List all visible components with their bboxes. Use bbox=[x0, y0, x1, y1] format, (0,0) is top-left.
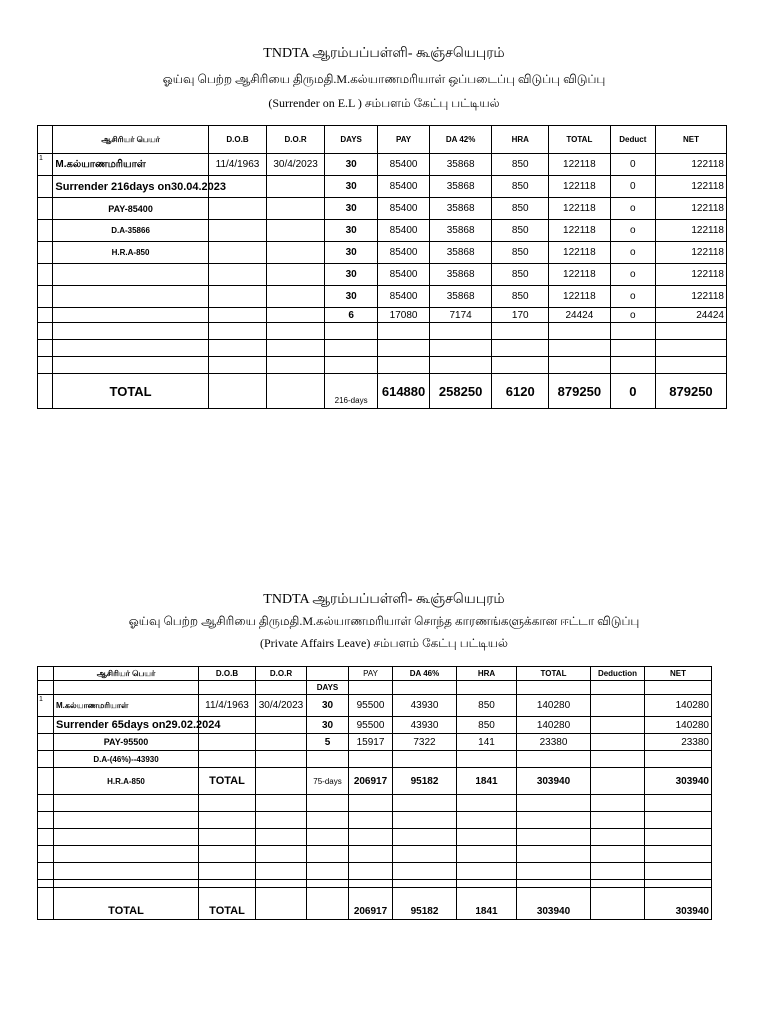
pay-cell: 85400 bbox=[378, 220, 429, 242]
deduct-cell: o bbox=[610, 308, 655, 323]
total-da: 258250 bbox=[429, 374, 492, 409]
dor-cell bbox=[267, 220, 325, 242]
pay-cell: 85400 bbox=[378, 198, 429, 220]
total-net: 879250 bbox=[655, 374, 726, 409]
section1-table bbox=[37, 125, 727, 409]
header-name: ஆசிரியர் பெயர் bbox=[54, 667, 199, 681]
header-name: ஆசிரியர் பெயர் bbox=[53, 126, 208, 154]
header-hra: HRA bbox=[457, 667, 517, 681]
dob-cell: 11/4/1963 bbox=[208, 154, 267, 176]
header-net: NET bbox=[655, 126, 726, 154]
table-row bbox=[38, 695, 712, 717]
dor-cell bbox=[267, 198, 325, 220]
table-row bbox=[38, 264, 727, 286]
header-dor: D.O.R bbox=[267, 126, 325, 154]
row-index: 1 bbox=[38, 695, 54, 717]
hra-cell: 850 bbox=[492, 176, 549, 198]
subtotal-da: 95182 bbox=[393, 768, 457, 795]
deduct-cell: o bbox=[610, 264, 655, 286]
table-row bbox=[38, 286, 727, 308]
dor-cell bbox=[267, 308, 325, 323]
section2-subtitle: ஓய்வு பெற்ற ஆசிரியை திருமதி.M.கல்யாணமரியாள் சொந்த காரணங்களுக்கான ஈட்டா விடுப்பு bbox=[128, 614, 640, 628]
days-cell: 30 bbox=[307, 695, 349, 717]
table-row bbox=[38, 242, 727, 264]
total-total: 303940 bbox=[517, 888, 591, 920]
dor-cell bbox=[267, 264, 325, 286]
name-cell bbox=[53, 264, 208, 286]
header-total: TOTAL bbox=[517, 667, 591, 681]
total-total: 879250 bbox=[549, 374, 611, 409]
name-cell: M.கல்யாணமரியாள் bbox=[53, 154, 208, 176]
table-row bbox=[38, 717, 712, 734]
total-row bbox=[38, 888, 712, 920]
total-hra: 1841 bbox=[457, 888, 517, 920]
dor-cell bbox=[256, 717, 307, 734]
header-pay: PAY bbox=[349, 667, 393, 681]
total-cell: 122118 bbox=[549, 154, 611, 176]
header-dor: D.O.R bbox=[256, 667, 307, 681]
dor-cell: 30/4/2023 bbox=[256, 695, 307, 717]
header-days: DAYS bbox=[307, 681, 349, 695]
da-cell: 7322 bbox=[393, 734, 457, 751]
row-index: 1 bbox=[38, 154, 53, 176]
total-deduct bbox=[591, 888, 645, 920]
deduct-cell: o bbox=[610, 242, 655, 264]
name-cell: D.A-(46%)--43930 bbox=[54, 751, 199, 768]
dob-cell: 11/4/1963 bbox=[199, 695, 256, 717]
deduct-cell: 0 bbox=[610, 154, 655, 176]
net-cell: 122118 bbox=[655, 264, 726, 286]
da-cell: 35868 bbox=[429, 176, 492, 198]
section2-header-row2 bbox=[38, 681, 712, 695]
name-cell: H.R.A-850 bbox=[54, 768, 199, 795]
deduct-cell: 0 bbox=[610, 176, 655, 198]
days-cell: 6 bbox=[324, 308, 377, 323]
header-days: DAYS bbox=[324, 126, 377, 154]
header-deduct: Deduction bbox=[591, 667, 645, 681]
dor-cell: 30/4/2023 bbox=[267, 154, 325, 176]
net-cell: 24424 bbox=[655, 308, 726, 323]
subtotal-hra: 1841 bbox=[457, 768, 517, 795]
header-deduct: Deduct bbox=[610, 126, 655, 154]
total-hra: 6120 bbox=[492, 374, 549, 409]
total-label2: TOTAL bbox=[199, 888, 256, 920]
empty-row bbox=[38, 340, 727, 357]
header-da: DA 42% bbox=[429, 126, 492, 154]
dor-cell bbox=[256, 751, 307, 768]
total-label: TOTAL bbox=[53, 374, 208, 409]
hra-cell: 141 bbox=[457, 734, 517, 751]
deduct-cell bbox=[591, 734, 645, 751]
total-cell: 122118 bbox=[549, 220, 611, 242]
dob-cell bbox=[208, 308, 267, 323]
section2-header-row bbox=[38, 667, 712, 681]
empty-row bbox=[38, 846, 712, 863]
header-index bbox=[38, 126, 53, 154]
name-cell: Surrender 216days on30.04.2023 bbox=[53, 176, 208, 198]
days-cell: 30 bbox=[324, 242, 377, 264]
subtotal-total: 303940 bbox=[517, 768, 591, 795]
hra-cell bbox=[457, 751, 517, 768]
net-cell: 140280 bbox=[645, 717, 712, 734]
days-cell: 30 bbox=[324, 264, 377, 286]
net-cell: 122118 bbox=[655, 198, 726, 220]
header-da: DA 46% bbox=[393, 667, 457, 681]
table-row bbox=[38, 176, 727, 198]
net-cell: 122118 bbox=[655, 286, 726, 308]
total-pay: 614880 bbox=[378, 374, 429, 409]
dob-cell bbox=[208, 264, 267, 286]
total-net: 303940 bbox=[645, 888, 712, 920]
subtotal-deduct bbox=[591, 768, 645, 795]
dob-cell bbox=[208, 286, 267, 308]
days-cell: 30 bbox=[324, 176, 377, 198]
hra-cell: 850 bbox=[492, 242, 549, 264]
table-row bbox=[38, 198, 727, 220]
dob-cell bbox=[208, 198, 267, 220]
empty-row bbox=[38, 812, 712, 829]
hra-cell: 850 bbox=[457, 695, 517, 717]
pay-cell: 95500 bbox=[349, 717, 393, 734]
da-cell: 35868 bbox=[429, 154, 492, 176]
name-cell: M.கல்யாணமரியாள் bbox=[54, 695, 199, 717]
total-da: 95182 bbox=[393, 888, 457, 920]
net-cell: 122118 bbox=[655, 176, 726, 198]
hra-cell: 850 bbox=[457, 717, 517, 734]
total-cell: 122118 bbox=[549, 286, 611, 308]
deduct-cell bbox=[591, 695, 645, 717]
total-row bbox=[38, 374, 727, 409]
dor-cell bbox=[267, 176, 325, 198]
total-cell: 122118 bbox=[549, 198, 611, 220]
name-cell: Surrender 65days on29.02.2024 bbox=[54, 717, 199, 734]
deduct-cell: o bbox=[610, 198, 655, 220]
days-cell: 30 bbox=[324, 220, 377, 242]
name-cell: PAY-85400 bbox=[53, 198, 208, 220]
hra-cell: 850 bbox=[492, 264, 549, 286]
pay-cell: 85400 bbox=[378, 264, 429, 286]
days-cell: 30 bbox=[307, 717, 349, 734]
name-cell bbox=[53, 308, 208, 323]
pay-cell: 17080 bbox=[378, 308, 429, 323]
net-cell: 122118 bbox=[655, 154, 726, 176]
da-cell: 35868 bbox=[429, 220, 492, 242]
pay-cell: 95500 bbox=[349, 695, 393, 717]
header-total: TOTAL bbox=[549, 126, 611, 154]
empty-row bbox=[38, 795, 712, 812]
deduct-cell: o bbox=[610, 286, 655, 308]
empty-row bbox=[38, 829, 712, 846]
total-cell bbox=[517, 751, 591, 768]
total-days: 216-days bbox=[324, 374, 377, 409]
section2-title: TNDTA ஆரம்பப்பள்ளி- கூஞ்சயெபுரம் bbox=[263, 592, 505, 607]
table-row bbox=[38, 734, 712, 751]
empty-row bbox=[38, 880, 712, 888]
total-cell: 23380 bbox=[517, 734, 591, 751]
table-row bbox=[38, 154, 727, 176]
section1-title: TNDTA ஆரம்பப்பள்ளி- கூஞ்சயெபுரம் bbox=[263, 46, 505, 61]
hra-cell: 850 bbox=[492, 220, 549, 242]
da-cell: 43930 bbox=[393, 695, 457, 717]
empty-row bbox=[38, 323, 727, 340]
pay-cell: 85400 bbox=[378, 154, 429, 176]
header-dob: D.O.B bbox=[199, 667, 256, 681]
name-cell: PAY-95500 bbox=[54, 734, 199, 751]
total-cell: 24424 bbox=[549, 308, 611, 323]
total-cell: 122118 bbox=[549, 242, 611, 264]
subtotal-net: 303940 bbox=[645, 768, 712, 795]
net-cell: 122118 bbox=[655, 220, 726, 242]
hra-cell: 850 bbox=[492, 286, 549, 308]
dob-cell bbox=[199, 751, 256, 768]
deduct-cell bbox=[591, 717, 645, 734]
days-cell: 30 bbox=[324, 286, 377, 308]
net-cell bbox=[645, 751, 712, 768]
pay-cell: 85400 bbox=[378, 242, 429, 264]
empty-row bbox=[38, 863, 712, 880]
deduct-cell: o bbox=[610, 220, 655, 242]
name-cell: H.R.A-850 bbox=[53, 242, 208, 264]
total-pay: 206917 bbox=[349, 888, 393, 920]
da-cell: 35868 bbox=[429, 286, 492, 308]
total-cell: 122118 bbox=[549, 176, 611, 198]
dob-cell bbox=[199, 734, 256, 751]
header-hra: HRA bbox=[492, 126, 549, 154]
header-dob: D.O.B bbox=[208, 126, 267, 154]
total-label: TOTAL bbox=[54, 888, 199, 920]
total-cell: 122118 bbox=[549, 264, 611, 286]
dor-cell bbox=[256, 734, 307, 751]
section1-header-row bbox=[38, 126, 727, 154]
empty-row bbox=[38, 357, 727, 374]
section2-table bbox=[37, 666, 712, 920]
da-cell: 35868 bbox=[429, 198, 492, 220]
da-cell: 35868 bbox=[429, 264, 492, 286]
dob-cell bbox=[208, 220, 267, 242]
da-cell: 43930 bbox=[393, 717, 457, 734]
hra-cell: 850 bbox=[492, 198, 549, 220]
days-cell: 30 bbox=[324, 198, 377, 220]
pay-cell: 15917 bbox=[349, 734, 393, 751]
total-cell: 140280 bbox=[517, 695, 591, 717]
days-cell: 5 bbox=[307, 734, 349, 751]
name-cell: D.A-35866 bbox=[53, 220, 208, 242]
net-cell: 122118 bbox=[655, 242, 726, 264]
pay-cell bbox=[349, 751, 393, 768]
dor-cell bbox=[267, 242, 325, 264]
subtotal-pay: 206917 bbox=[349, 768, 393, 795]
pay-cell: 85400 bbox=[378, 176, 429, 198]
total-cell: 140280 bbox=[517, 717, 591, 734]
da-cell: 35868 bbox=[429, 242, 492, 264]
days-cell: 30 bbox=[324, 154, 377, 176]
net-cell: 140280 bbox=[645, 695, 712, 717]
total-days bbox=[307, 888, 349, 920]
subtotal-days: 75-days bbox=[307, 768, 349, 795]
pay-cell: 85400 bbox=[378, 286, 429, 308]
section2-subtitle2: (Private Affairs Leave) சம்பளம் கேட்பு பட்டியல் bbox=[259, 636, 509, 650]
days-cell bbox=[307, 751, 349, 768]
section1-subtitle: ஓய்வு பெற்ற ஆசிரியை திருமதி.M.கல்யாணமரியாள் ஒப்படைப்பு விடுப்பு விடுப்பு bbox=[162, 72, 606, 86]
hra-cell: 170 bbox=[492, 308, 549, 323]
total-deduct: 0 bbox=[610, 374, 655, 409]
header-net: NET bbox=[645, 667, 712, 681]
net-cell: 23380 bbox=[645, 734, 712, 751]
deduct-cell bbox=[591, 751, 645, 768]
table-row bbox=[38, 220, 727, 242]
da-cell bbox=[393, 751, 457, 768]
section1-subtitle2: (Surrender on E.L ) சம்பளம் கேட்பு பட்டியல் bbox=[268, 96, 500, 110]
header-pay: PAY bbox=[378, 126, 429, 154]
dob-cell bbox=[208, 242, 267, 264]
name-cell bbox=[53, 286, 208, 308]
da-cell: 7174 bbox=[429, 308, 492, 323]
hra-cell: 850 bbox=[492, 154, 549, 176]
subtotal-row bbox=[38, 768, 712, 795]
dor-cell bbox=[267, 286, 325, 308]
table-row bbox=[38, 308, 727, 323]
subtotal-label: TOTAL bbox=[199, 768, 256, 795]
table-row bbox=[38, 751, 712, 768]
